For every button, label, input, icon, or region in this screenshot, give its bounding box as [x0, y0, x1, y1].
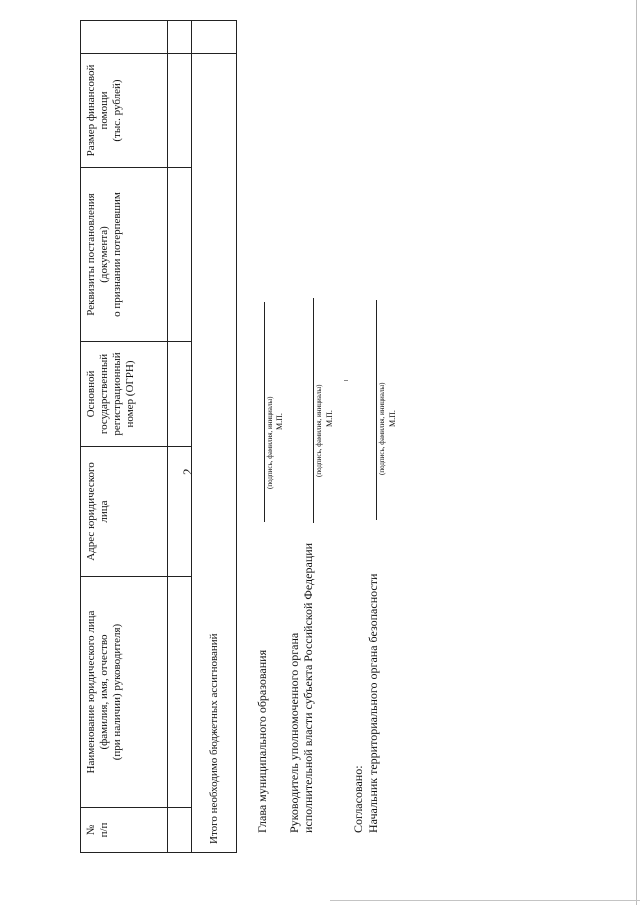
authorized-body-label: Руководитель уполномоченного органа исполнительной власти субъекта Российской Федерации	[287, 542, 315, 833]
security-chief-label: Начальник территориального органа безопасности	[366, 573, 380, 833]
head-signature-caption: (подпись, фамилия, инициалы)	[266, 396, 274, 489]
table-row	[168, 21, 192, 853]
table-cell	[168, 808, 192, 853]
header-ogrn: Основной государственный регистрационный номер (ОГРН)	[81, 342, 168, 447]
table-header-row	[81, 21, 168, 853]
page-number: 2	[180, 468, 195, 475]
authorized-signature-caption: (подпись, фамилия, инициалы)	[315, 384, 323, 477]
assistance-table	[80, 20, 237, 853]
table-cell	[168, 168, 192, 342]
authorized-mp-mark: М.П.	[325, 410, 334, 427]
total-extra-cell	[192, 21, 237, 54]
table-cell	[168, 577, 192, 808]
head-signature-line	[264, 302, 265, 522]
table-cell	[168, 54, 192, 168]
security-signature-line	[376, 300, 377, 520]
scan-speck	[344, 380, 348, 381]
head-mp-mark: М.П.	[275, 413, 284, 430]
header-extra-column	[81, 21, 168, 54]
head-municipality-label: Глава муниципального образования	[255, 649, 269, 833]
header-assistance-amount: Размер финансовой помощи (тыс. рублей)	[81, 54, 168, 168]
header-address: Адрес юридического лица	[81, 447, 168, 577]
header-number: № п/п	[81, 808, 168, 853]
table-cell	[168, 342, 192, 447]
agreed-label: Согласовано:	[351, 765, 365, 833]
table-total-row	[192, 21, 237, 853]
table-cell	[168, 447, 192, 577]
header-resolution-details: Реквизиты постановления (документа) о признании потерпевшим	[81, 168, 168, 342]
security-signature-caption: (подпись, фамилия, инициалы)	[378, 382, 386, 475]
security-mp-mark: М.П.	[388, 410, 397, 427]
table-cell	[168, 21, 192, 54]
authorized-signature-line	[313, 298, 314, 523]
total-label: Итого необходимо бюджетных ассигнований	[192, 54, 237, 853]
header-legal-entity-name: Наименование юридического лица (фамилия, имя, отчество (при наличии) руководителя)	[81, 577, 168, 808]
